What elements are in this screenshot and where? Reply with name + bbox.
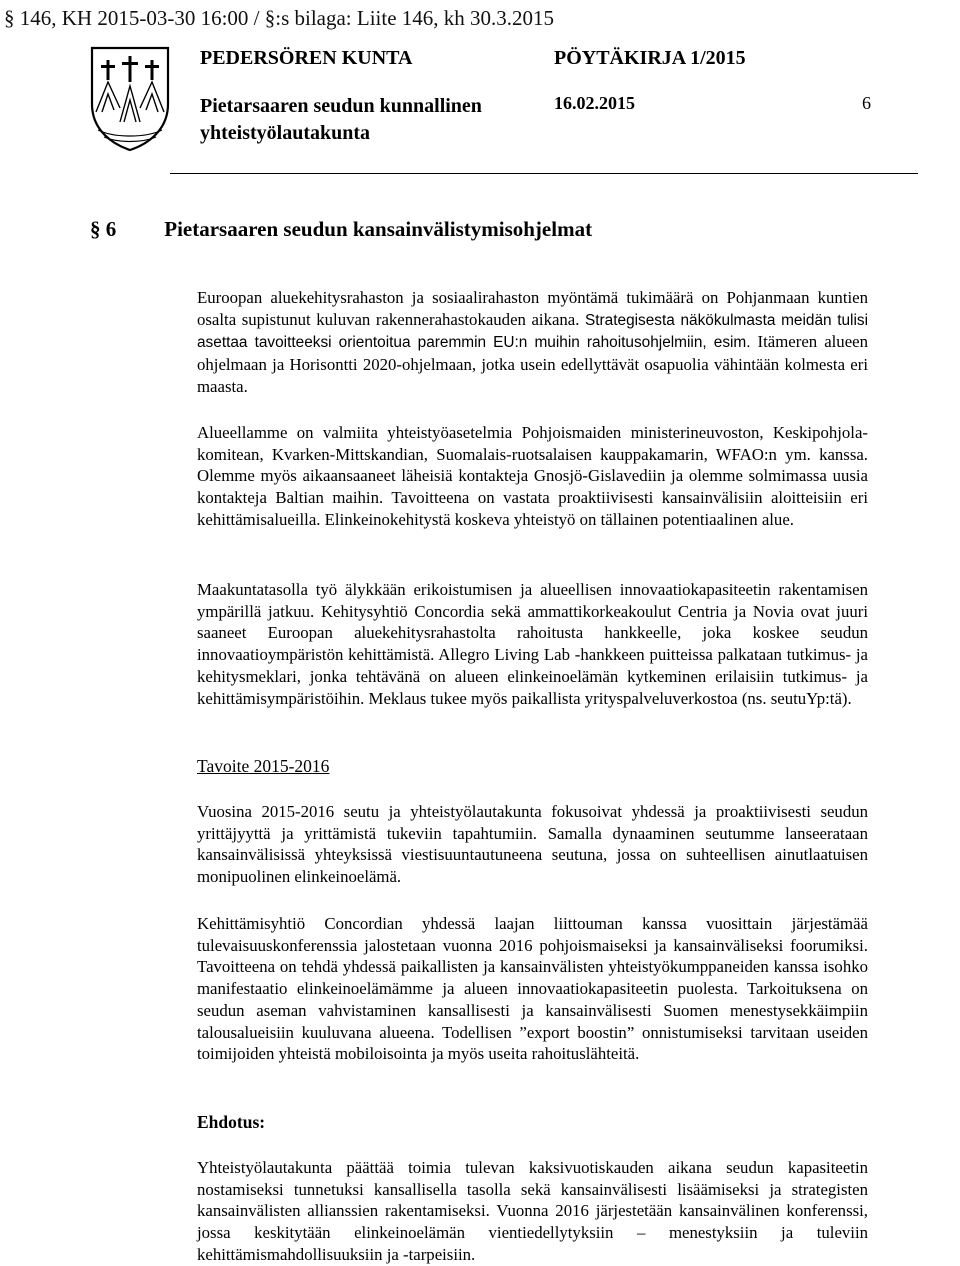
header-divider	[170, 173, 918, 174]
municipal-crest-logo	[86, 42, 174, 154]
paragraph-cooperation: Alueellamme on valmiita yhteistyöasetelmia Pohjoismaiden ministerineuvoston, Keskipohjola-komitean, Kvarken-Mittskandian, Suomalais-ruotsalaisen kauppakamarin, WFAO:n ym. kanssa. Olemme myös aikaansaaneet läheisiä kontakteja Gnosjö-Gislavediin ja olemme solmimassa uusia kontakteja Baltian maihin. Tavoitteena on vastata proaktiivisesti kansainvälisiin aloitteisiin eri kehittämisalueilla. Elinkeinokehitystä koskeva yhteistyö on tällainen potentiaalinen alue.	[197, 423, 868, 529]
paragraph-funding-part-1: Euroopan aluekehitysrahaston ja sosiaalirahaston myöntämä tukimäärä on Pohjanmaan kuntien osalta supistunut kuluvan rakennerahastokauden aikana.	[197, 288, 868, 329]
meeting-date: 16.02.2015	[554, 93, 635, 113]
meeting-reference-line: § 146, KH 2015-03-30 16:00 / §:s bilaga: Liite 146, kh 30.3.2015	[4, 6, 555, 30]
page-number: 6	[862, 93, 871, 113]
paragraph-funding	[197, 287, 868, 398]
organization-name: PEDERSÖREN KUNTA	[200, 47, 413, 69]
goal-heading: Tavoite 2015-2016	[197, 756, 330, 776]
section-title: Pietarsaaren seudun kansainvälistymisohjelmat	[164, 217, 593, 241]
section-number: § 6	[90, 217, 117, 241]
proposal-heading: Ehdotus:	[197, 1112, 266, 1132]
document-title: PÖYTÄKIRJA 1/2015	[554, 47, 746, 69]
paragraph-innovation: Maakuntatasolla työ älykkään erikoistumisen ja alueellisen innovaatiokapasiteetin rakentamisen ympärillä jatkuu. Kehitysyhtiö Concordia sekä ammattikorkeakoulut Centria ja Novia ovat juuri saaneet Euroopan aluekehitysrahastolta rahoitusta hankkeelle, joka koskee seudun innovaatioympäristön kehittämistä. Allegro Living Lab -hankkeen puitteissa palkataan tutkimus- ja kehitysmeklari, jonka tehtävänä on alueen elinkeinoelämän kytkeminen erilaisiin tutkimus- ja kehittämisympäristöihin. Meklaus tukee myös paikallista yrityspalveluverkostoa (ns. seutuYp:tä).	[197, 580, 868, 708]
paragraph-funding-part-3: Itämeren alueen ohjelmaan ja Horisontti 2020-ohjelmaan, jotka usein edellyttävät osapuolia vähintään kolmesta eri maasta.	[197, 332, 868, 396]
committee-name: Pietarsaaren seudun kunnallinen yhteistyölautakunta	[200, 95, 482, 144]
section-heading	[90, 217, 592, 242]
paragraph-goal: Vuosina 2015-2016 seutu ja yhteistyölautakunta fokusoivat yhdessä ja proaktiivisesti seudun yrittäjyyttä ja yrittämistä tukeviin tapahtumiin. Samalla dynaaminen seutumme lanseerataan kansainvälisissä yhteyksissä viestisuuntautuneena seutuna, jossa on suhteellisen ainutlaatuisen monipuolinen elinkeinoelämä.	[197, 802, 868, 887]
paragraph-conference: Kehittämisyhtiö Concordian yhdessä laajan liittouman kanssa vuosittain järjestämää tulevaisuuskonferenssia jalostetaan vuonna 2016 pohjoismaiseksi ja kansainväliseksi foorumiksi. Tavoitteena on tehdä yhdessä paikallisten ja kansainvälisten yhteistyökumppaneiden kanssa isohko manifestaatio elinkeinoelämämme ja alueen innovaatiokapasiteetin puolesta. Tarkoituksena on seudun aseman vahvistaminen kansallisesti ja kansainvälisesti Suomen menestysekkäimpiin talousalueisiin kuuluvana alueena. Todellisen ”export boostin” onnistumiseksi tarvitaan useiden toimijoiden yhteistä mobiloisointa ja myös useita rahoituslähteitä.	[197, 914, 868, 1064]
paragraph-funding-part-2: Strategisesta näkökulmasta meidän tulisi asettaa tavoitteeksi orientoitua paremmin EU:n muihin rahoitusohjelmiin, esim.	[197, 311, 868, 352]
paragraph-proposal: Yhteistyölautakunta päättää toimia tulevan kaksivuotiskauden aikana seudun kapasiteetin nostamiseksi tunnetuksi kansallisella tasolla sekä kansainvälisesti lisäämiseksi ja strategisten kansainvälisten allianssien rakentamiseksi. Vuonna 2016 järjestetään kansainvälinen konferenssi, jossa keskitytään elinkeinoelämän vientiedellytyksiin – menestyksiin ja tuleviin kehittämismahdollisuuksiin ja -tarpeisiin.	[197, 1158, 868, 1264]
